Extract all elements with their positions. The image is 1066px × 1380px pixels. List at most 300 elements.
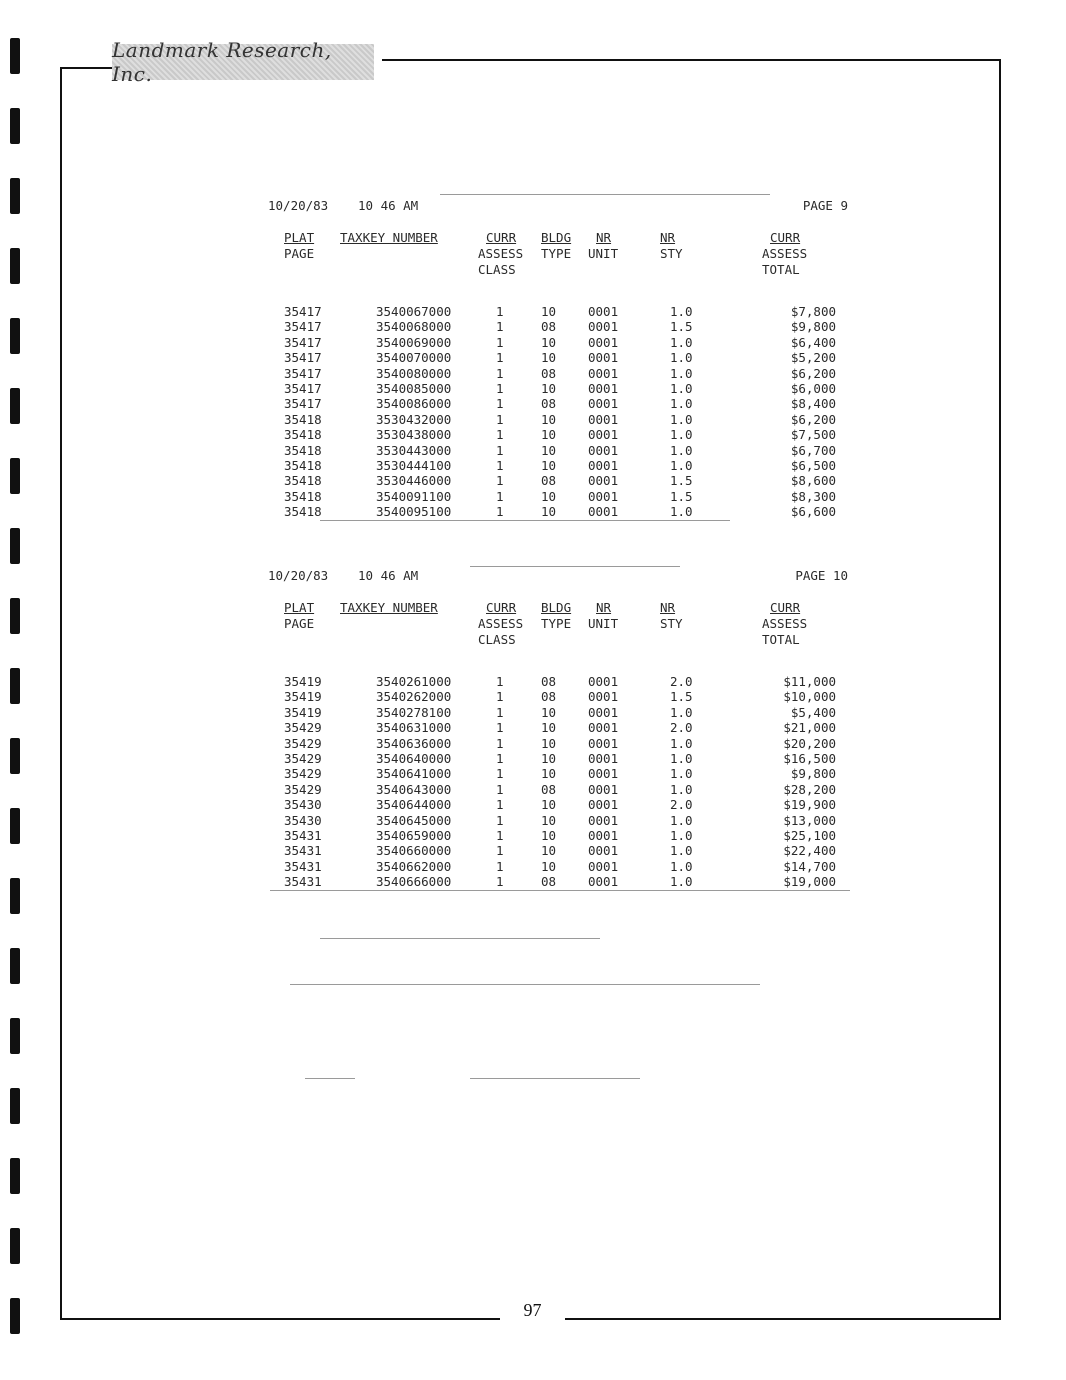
cell-bldg: 10 <box>541 488 557 504</box>
cell-taxkey: 3540645000 <box>376 812 452 828</box>
cell-bldg: 10 <box>541 442 557 458</box>
cell-unit: 0001 <box>588 319 619 335</box>
cell-total: $19,000 <box>783 874 836 890</box>
printout-rule <box>320 938 600 939</box>
cell-plat: 35418 <box>284 411 322 427</box>
cell-unit: 0001 <box>588 750 619 766</box>
cell-sty: 2.0 <box>670 797 693 813</box>
table-row <box>268 720 848 735</box>
cell-taxkey: 3530444100 <box>376 457 452 473</box>
printout-rule <box>440 194 770 195</box>
table-row <box>268 828 848 843</box>
cell-unit: 0001 <box>588 442 619 458</box>
cell-class: 1 <box>496 365 504 381</box>
table-row <box>268 427 848 442</box>
table-row <box>268 458 848 473</box>
table-row <box>268 766 848 781</box>
table-row <box>268 335 848 350</box>
cell-taxkey: 3530432000 <box>376 411 452 427</box>
col-bldg-sub: TYPE <box>541 246 572 261</box>
cell-class: 1 <box>496 797 504 813</box>
cell-unit: 0001 <box>588 380 619 396</box>
frame-line-bottom-left <box>60 1318 500 1320</box>
cell-bldg: 10 <box>541 304 557 319</box>
col-nr-unit: NR <box>596 600 612 615</box>
cell-plat: 35429 <box>284 781 322 797</box>
printout-rule <box>290 984 760 985</box>
col-plat-sub: PAGE <box>284 246 315 261</box>
col-plat-sub: PAGE <box>284 616 315 631</box>
col-total-sub: ASSESS <box>762 246 808 261</box>
binder-hole <box>10 1018 20 1054</box>
cell-unit: 0001 <box>588 766 619 782</box>
cell-taxkey: 3540636000 <box>376 735 452 751</box>
cell-sty: 1.0 <box>670 735 693 751</box>
cell-total: $6,500 <box>790 457 836 473</box>
table-row <box>268 473 848 488</box>
binder-hole <box>10 38 20 74</box>
cell-sty: 1.0 <box>670 334 693 350</box>
cell-taxkey: 3540662000 <box>376 858 452 874</box>
cell-class: 1 <box>496 488 504 504</box>
cell-total: $6,200 <box>790 411 836 427</box>
cell-taxkey: 3540660000 <box>376 843 452 859</box>
cell-plat: 35418 <box>284 488 322 504</box>
cell-unit: 0001 <box>588 674 619 689</box>
col-total-sub: ASSESS <box>762 616 808 631</box>
cell-sty: 1.0 <box>670 750 693 766</box>
col-plat: PLAT <box>284 230 315 245</box>
cell-sty: 1.5 <box>670 319 693 335</box>
printout-rule <box>470 566 680 567</box>
col-taxkey: TAXKEY NUMBER <box>340 600 438 615</box>
cell-sty: 1.0 <box>670 457 693 473</box>
cell-bldg: 10 <box>541 411 557 427</box>
cell-plat: 35418 <box>284 442 322 458</box>
report-time: 10 46 AM <box>358 198 419 213</box>
cell-sty: 1.0 <box>670 304 693 319</box>
cell-class: 1 <box>496 304 504 319</box>
cell-class: 1 <box>496 843 504 859</box>
cell-taxkey: 3540641000 <box>376 766 452 782</box>
cell-bldg: 10 <box>541 766 557 782</box>
cell-bldg: 08 <box>541 781 557 797</box>
binder-hole <box>10 318 20 354</box>
cell-total: $6,000 <box>790 380 836 396</box>
table-row <box>268 813 848 828</box>
cell-plat: 35419 <box>284 689 322 705</box>
cell-bldg: 10 <box>541 735 557 751</box>
cell-bldg: 10 <box>541 427 557 443</box>
cell-bldg: 08 <box>541 365 557 381</box>
cell-taxkey: 3540069000 <box>376 334 452 350</box>
cell-bldg: 10 <box>541 750 557 766</box>
cell-bldg: 10 <box>541 797 557 813</box>
cell-taxkey: 3540086000 <box>376 396 452 412</box>
cell-total: $7,800 <box>790 304 836 319</box>
binder-hole <box>10 878 20 914</box>
cell-taxkey: 3540070000 <box>376 350 452 366</box>
cell-class: 1 <box>496 504 504 520</box>
cell-class: 1 <box>496 457 504 473</box>
cell-plat: 35430 <box>284 812 322 828</box>
col-bldg: BLDG <box>541 600 572 615</box>
cell-plat: 35419 <box>284 704 322 720</box>
cell-unit: 0001 <box>588 689 619 705</box>
col-total: CURR <box>770 600 801 615</box>
cell-total: $6,600 <box>790 504 836 520</box>
binder-hole <box>10 738 20 774</box>
binder-hole <box>10 178 20 214</box>
binder-hole <box>10 248 20 284</box>
cell-sty: 1.0 <box>670 874 693 890</box>
cell-sty: 1.0 <box>670 427 693 443</box>
col-curr: CURR <box>486 600 517 615</box>
cell-unit: 0001 <box>588 488 619 504</box>
cell-plat: 35429 <box>284 750 322 766</box>
report-header <box>268 198 848 216</box>
cell-unit: 0001 <box>588 827 619 843</box>
cell-class: 1 <box>496 812 504 828</box>
binder-hole <box>10 388 20 424</box>
printout-rule <box>470 1078 640 1079</box>
cell-unit: 0001 <box>588 365 619 381</box>
cell-plat: 35429 <box>284 720 322 736</box>
cell-sty: 1.0 <box>670 442 693 458</box>
cell-plat: 35418 <box>284 457 322 473</box>
cell-sty: 1.0 <box>670 704 693 720</box>
col-nr-unit-sub: UNIT <box>588 246 619 261</box>
frame-line-left <box>60 67 62 1320</box>
cell-taxkey: 3540659000 <box>376 827 452 843</box>
cell-taxkey: 3540644000 <box>376 797 452 813</box>
cell-total: $5,400 <box>790 704 836 720</box>
col-nr-sty: NR <box>660 600 676 615</box>
cell-sty: 1.0 <box>670 365 693 381</box>
cell-bldg: 10 <box>541 720 557 736</box>
cell-sty: 1.5 <box>670 473 693 489</box>
table-row <box>268 843 848 858</box>
cell-plat: 35417 <box>284 380 322 396</box>
table-row <box>268 859 848 874</box>
cell-bldg: 08 <box>541 874 557 890</box>
col-plat: PLAT <box>284 600 315 615</box>
cell-taxkey: 3540091100 <box>376 488 452 504</box>
cell-taxkey: 3540631000 <box>376 720 452 736</box>
col-curr: CURR <box>486 230 517 245</box>
table-row <box>268 736 848 751</box>
cell-bldg: 10 <box>541 350 557 366</box>
table-row <box>268 782 848 797</box>
cell-class: 1 <box>496 350 504 366</box>
col-taxkey: TAXKEY NUMBER <box>340 230 438 245</box>
binder-holes <box>10 0 22 1380</box>
cell-plat: 35430 <box>284 797 322 813</box>
cell-unit: 0001 <box>588 812 619 828</box>
cell-unit: 0001 <box>588 781 619 797</box>
cell-bldg: 10 <box>541 380 557 396</box>
report-time: 10 46 AM <box>358 568 419 583</box>
table-row <box>268 396 848 411</box>
cell-total: $22,400 <box>783 843 836 859</box>
cell-class: 1 <box>496 411 504 427</box>
table-row <box>268 705 848 720</box>
cell-total: $11,000 <box>783 674 836 689</box>
cell-unit: 0001 <box>588 411 619 427</box>
table-row <box>268 797 848 812</box>
cell-taxkey: 3540095100 <box>376 504 452 520</box>
cell-total: $8,600 <box>790 473 836 489</box>
cell-plat: 35419 <box>284 674 322 689</box>
cell-unit: 0001 <box>588 858 619 874</box>
table-row <box>268 504 848 519</box>
binder-hole <box>10 1228 20 1264</box>
report-page-label: PAGE 10 <box>795 568 848 583</box>
cell-plat: 35431 <box>284 858 322 874</box>
cell-unit: 0001 <box>588 735 619 751</box>
cell-total: $6,400 <box>790 334 836 350</box>
cell-total: $7,500 <box>790 427 836 443</box>
report-page-9 <box>268 198 848 519</box>
cell-class: 1 <box>496 704 504 720</box>
binder-hole <box>10 1088 20 1124</box>
table-row <box>268 674 848 689</box>
cell-taxkey: 3540067000 <box>376 304 452 319</box>
cell-sty: 1.0 <box>670 504 693 520</box>
frame-line-right <box>999 59 1001 1320</box>
binder-hole <box>10 458 20 494</box>
cell-sty: 1.0 <box>670 812 693 828</box>
cell-unit: 0001 <box>588 473 619 489</box>
table-row <box>268 412 848 427</box>
report-page-label: PAGE 9 <box>802 198 848 213</box>
cell-bldg: 10 <box>541 457 557 473</box>
cell-class: 1 <box>496 689 504 705</box>
cell-plat: 35417 <box>284 350 322 366</box>
frame-line-bottom-right <box>565 1318 1001 1320</box>
cell-plat: 35417 <box>284 396 322 412</box>
table-row <box>268 751 848 766</box>
cell-taxkey: 3530446000 <box>376 473 452 489</box>
cell-total: $20,200 <box>783 735 836 751</box>
binder-hole <box>10 808 20 844</box>
table-row <box>268 689 848 704</box>
cell-taxkey: 3540640000 <box>376 750 452 766</box>
cell-sty: 1.0 <box>670 843 693 859</box>
company-logo <box>112 38 374 86</box>
cell-plat: 35431 <box>284 827 322 843</box>
printout-rule <box>270 890 850 891</box>
cell-class: 1 <box>496 874 504 890</box>
col-nr-unit-sub: UNIT <box>588 616 619 631</box>
table-row <box>268 443 848 458</box>
column-headers <box>268 600 848 670</box>
table-row <box>268 319 848 334</box>
cell-class: 1 <box>496 720 504 736</box>
cell-bldg: 10 <box>541 827 557 843</box>
cell-unit: 0001 <box>588 720 619 736</box>
cell-unit: 0001 <box>588 797 619 813</box>
cell-plat: 35431 <box>284 843 322 859</box>
cell-class: 1 <box>496 473 504 489</box>
cell-taxkey: 3530438000 <box>376 427 452 443</box>
cell-sty: 1.0 <box>670 858 693 874</box>
binder-hole <box>10 668 20 704</box>
cell-taxkey: 3540080000 <box>376 365 452 381</box>
cell-plat: 35429 <box>284 735 322 751</box>
table-row <box>268 304 848 319</box>
cell-total: $16,500 <box>783 750 836 766</box>
printout-rule <box>320 520 730 521</box>
printout-rule <box>305 1078 355 1079</box>
binder-hole <box>10 948 20 984</box>
table-row <box>268 489 848 504</box>
cell-total: $9,800 <box>790 766 836 782</box>
cell-taxkey: 3530443000 <box>376 442 452 458</box>
table-row <box>268 350 848 365</box>
cell-sty: 1.0 <box>670 827 693 843</box>
binder-hole <box>10 528 20 564</box>
cell-class: 1 <box>496 380 504 396</box>
cell-total: $8,300 <box>790 488 836 504</box>
cell-taxkey: 3540643000 <box>376 781 452 797</box>
cell-unit: 0001 <box>588 350 619 366</box>
col-curr-sub2: CLASS <box>478 632 516 647</box>
cell-total: $21,000 <box>783 720 836 736</box>
report-page-10 <box>268 568 848 889</box>
cell-bldg: 08 <box>541 689 557 705</box>
col-curr-sub: ASSESS <box>478 246 524 261</box>
cell-total: $19,900 <box>783 797 836 813</box>
cell-plat: 35429 <box>284 766 322 782</box>
cell-unit: 0001 <box>588 457 619 473</box>
cell-bldg: 10 <box>541 858 557 874</box>
frame-line-top-right <box>382 59 1001 61</box>
table-row <box>268 874 848 889</box>
cell-sty: 1.0 <box>670 380 693 396</box>
col-total: CURR <box>770 230 801 245</box>
col-nr-sty-sub: STY <box>660 246 683 261</box>
cell-sty: 1.0 <box>670 411 693 427</box>
table-row <box>268 366 848 381</box>
cell-sty: 1.0 <box>670 766 693 782</box>
cell-total: $28,200 <box>783 781 836 797</box>
cell-plat: 35418 <box>284 473 322 489</box>
cell-bldg: 10 <box>541 334 557 350</box>
table-row <box>268 381 848 396</box>
cell-unit: 0001 <box>588 704 619 720</box>
cell-total: $14,700 <box>783 858 836 874</box>
cell-total: $6,700 <box>790 442 836 458</box>
col-curr-sub: ASSESS <box>478 616 524 631</box>
cell-taxkey: 3540261000 <box>376 674 452 689</box>
col-total-sub2: TOTAL <box>762 262 800 277</box>
cell-total: $10,000 <box>783 689 836 705</box>
cell-bldg: 10 <box>541 812 557 828</box>
cell-plat: 35417 <box>284 334 322 350</box>
cell-class: 1 <box>496 674 504 689</box>
cell-class: 1 <box>496 396 504 412</box>
cell-taxkey: 3540666000 <box>376 874 452 890</box>
cell-total: $9,800 <box>790 319 836 335</box>
cell-total: $5,200 <box>790 350 836 366</box>
cell-total: $8,400 <box>790 396 836 412</box>
cell-sty: 1.5 <box>670 488 693 504</box>
data-rows <box>268 304 848 519</box>
cell-plat: 35417 <box>284 365 322 381</box>
cell-bldg: 08 <box>541 396 557 412</box>
cell-sty: 1.0 <box>670 350 693 366</box>
cell-bldg: 10 <box>541 843 557 859</box>
cell-class: 1 <box>496 750 504 766</box>
cell-class: 1 <box>496 766 504 782</box>
cell-unit: 0001 <box>588 396 619 412</box>
cell-bldg: 08 <box>541 473 557 489</box>
binder-hole <box>10 1158 20 1194</box>
cell-sty: 1.5 <box>670 689 693 705</box>
cell-bldg: 08 <box>541 674 557 689</box>
cell-taxkey: 3540085000 <box>376 380 452 396</box>
cell-taxkey: 3540068000 <box>376 319 452 335</box>
cell-class: 1 <box>496 858 504 874</box>
report-date: 10/20/83 <box>268 198 329 213</box>
binder-hole <box>10 1298 20 1334</box>
cell-sty: 1.0 <box>670 396 693 412</box>
cell-unit: 0001 <box>588 504 619 520</box>
cell-sty: 2.0 <box>670 674 693 689</box>
cell-plat: 35417 <box>284 319 322 335</box>
col-nr-sty-sub: STY <box>660 616 683 631</box>
cell-plat: 35417 <box>284 304 322 319</box>
cell-bldg: 08 <box>541 319 557 335</box>
binder-hole <box>10 598 20 634</box>
cell-taxkey: 3540262000 <box>376 689 452 705</box>
cell-class: 1 <box>496 319 504 335</box>
report-header <box>268 568 848 586</box>
company-logo-text: Landmark Research, Inc. <box>112 38 332 86</box>
cell-plat: 35418 <box>284 427 322 443</box>
cell-sty: 2.0 <box>670 720 693 736</box>
cell-bldg: 10 <box>541 704 557 720</box>
col-nr-unit: NR <box>596 230 612 245</box>
cell-bldg: 10 <box>541 504 557 520</box>
cell-total: $6,200 <box>790 365 836 381</box>
binder-hole <box>10 108 20 144</box>
cell-sty: 1.0 <box>670 781 693 797</box>
data-rows <box>268 674 848 889</box>
cell-plat: 35431 <box>284 874 322 890</box>
cell-unit: 0001 <box>588 334 619 350</box>
cell-taxkey: 3540278100 <box>376 704 452 720</box>
cell-class: 1 <box>496 427 504 443</box>
frame-line-top-left <box>60 67 112 69</box>
cell-class: 1 <box>496 827 504 843</box>
cell-unit: 0001 <box>588 874 619 890</box>
cell-class: 1 <box>496 735 504 751</box>
col-curr-sub2: CLASS <box>478 262 516 277</box>
cell-class: 1 <box>496 781 504 797</box>
cell-plat: 35418 <box>284 504 322 520</box>
page-number: 97 <box>523 1300 542 1320</box>
col-total-sub2: TOTAL <box>762 632 800 647</box>
col-bldg-sub: TYPE <box>541 616 572 631</box>
report-date: 10/20/83 <box>268 568 329 583</box>
col-nr-sty: NR <box>660 230 676 245</box>
cell-class: 1 <box>496 442 504 458</box>
col-bldg: BLDG <box>541 230 572 245</box>
cell-class: 1 <box>496 334 504 350</box>
cell-unit: 0001 <box>588 843 619 859</box>
